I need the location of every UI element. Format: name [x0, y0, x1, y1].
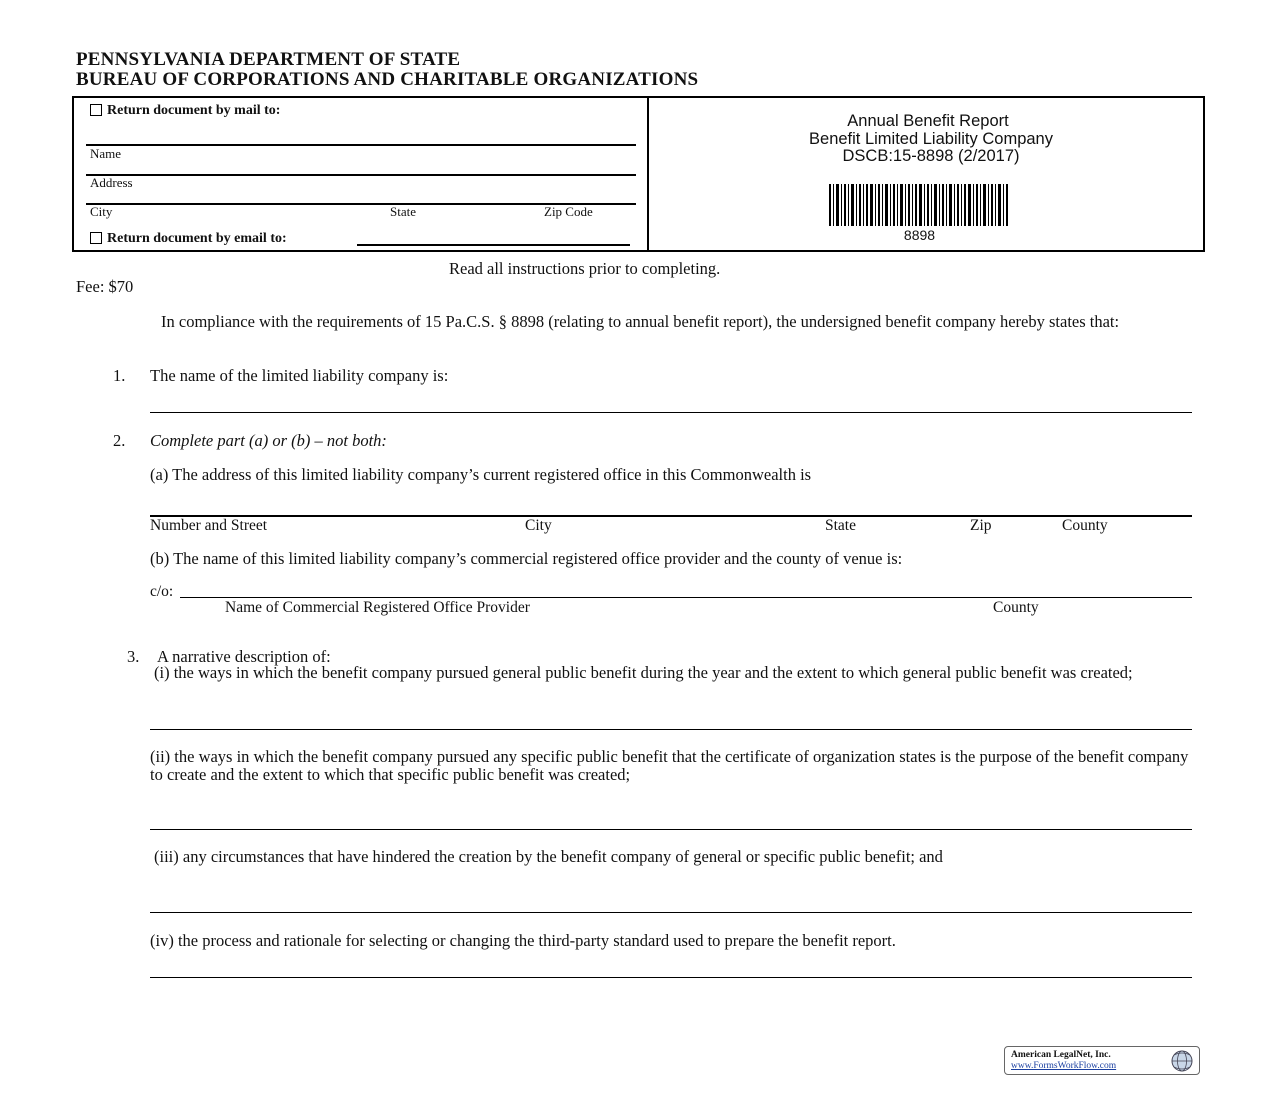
return-document-box: [72, 96, 649, 252]
name-label: Name: [90, 146, 122, 161]
mail-checkbox[interactable]: [90, 104, 102, 116]
item2-number: 2.: [113, 431, 126, 450]
email-line[interactable]: [357, 244, 630, 246]
barcode-number: 8898: [903, 227, 936, 243]
state-label: State: [390, 204, 416, 219]
item3-i-line[interactable]: [150, 729, 1192, 730]
item3-i-text: (i) the ways in which the benefit company pursued general public benefit during the year and the extent to which general public benefit was created;: [154, 663, 1133, 682]
form-code: DSCB:15-8898 (2/2017): [842, 147, 1020, 165]
return-by-mail: Return document by mail to:: [90, 103, 280, 119]
company-name-line[interactable]: [150, 412, 1192, 413]
address-line[interactable]: [86, 174, 636, 176]
american-legalnet-logo[interactable]: [1004, 1046, 1200, 1075]
logo-url[interactable]: www.FormsWorkFlow.com: [1011, 1061, 1117, 1071]
provider-label: Name of Commercial Registered Office Provider: [225, 599, 530, 616]
fee-text: Fee: $70: [76, 277, 134, 296]
globe-icon: [1169, 1049, 1195, 1073]
address-label: Address: [90, 175, 133, 190]
item2-instruction: Complete part (a) or (b) – not both:: [150, 431, 387, 450]
instructions-note: Read all instructions prior to completing.: [449, 259, 721, 278]
department-title: PENNSYLVANIA DEPARTMENT OF STATE: [76, 49, 461, 70]
state-field-label: State: [825, 517, 856, 534]
provider-county-label: County: [993, 599, 1039, 616]
item3-iv-text: (iv) the process and rationale for selecting or changing the third-party standard used to prepare the benefit report.: [150, 931, 896, 950]
item3-ii-line[interactable]: [150, 829, 1192, 830]
name-line[interactable]: [86, 144, 636, 146]
form-title-box: [647, 96, 1205, 252]
county-field-label: County: [1062, 517, 1108, 534]
barcode-image: [829, 184, 1011, 226]
street-label: Number and Street: [150, 517, 268, 534]
registered-office-address-line[interactable]: [150, 515, 1192, 517]
provider-line[interactable]: [180, 597, 1192, 598]
item3-iii-text: (iii) any circumstances that have hindered the creation by the benefit company of general or specific public benefit; and: [154, 847, 943, 866]
item1-number: 1.: [113, 366, 126, 385]
item3-iii-line[interactable]: [150, 912, 1192, 913]
bureau-title: BUREAU OF CORPORATIONS AND CHARITABLE ORGANIZATIONS: [76, 69, 699, 90]
return-by-email: Return document by email to:: [90, 231, 287, 247]
zip-field-label: Zip: [970, 517, 992, 534]
item3-iv-line[interactable]: [150, 977, 1192, 978]
form-title: Annual Benefit Report: [847, 112, 1009, 130]
city-field-label: City: [525, 517, 552, 534]
form-subtitle: Benefit Limited Liability Company: [809, 130, 1053, 148]
intro-paragraph: In compliance with the requirements of 15 Pa.C.S. § 8898 (relating to annual benefit report), the undersigned benefit company hereby states that:: [161, 312, 1120, 331]
co-label: c/o:: [150, 583, 174, 600]
item3-ii-text: (ii) the ways in which the benefit company pursued any specific public benefit that the certificate of organization states is the purpose of the benefit company to create and the extent to which that specific public benefit was created;: [150, 747, 1189, 784]
item3-heading: A narrative description of:: [157, 647, 331, 666]
email-checkbox[interactable]: [90, 232, 102, 244]
city-label: City: [90, 204, 113, 219]
item3-number: 3.: [127, 647, 140, 666]
logo-company-name: American LegalNet, Inc.: [1011, 1050, 1111, 1060]
part-a-text: (a) The address of this limited liability company’s current registered office in this Commonwealth is: [150, 465, 812, 484]
item1-text: The name of the limited liability company is:: [150, 366, 449, 385]
zip-code-label: Zip Code: [544, 204, 593, 219]
part-b-text: (b) The name of this limited liability company’s commercial registered office provider and the county of venue is:: [150, 549, 903, 568]
